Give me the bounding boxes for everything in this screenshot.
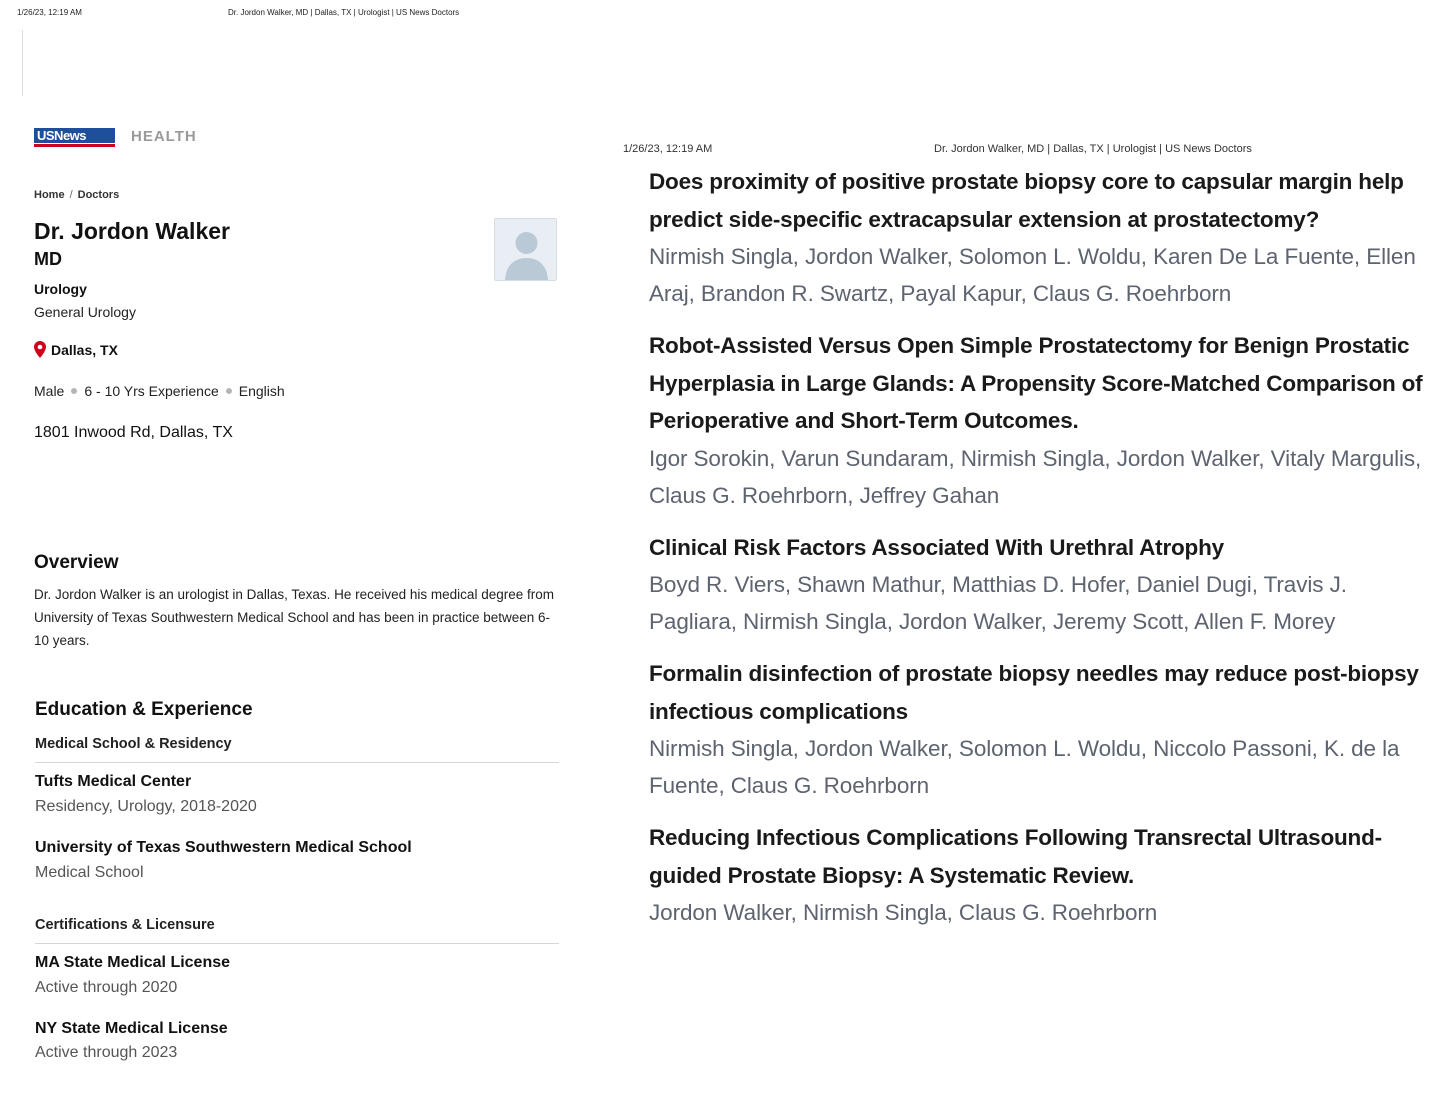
person-placeholder-icon <box>495 219 557 281</box>
school-detail: Medical School <box>35 864 144 881</box>
overview-heading: Overview <box>34 552 119 573</box>
breadcrumb-separator: / <box>69 189 73 201</box>
specialty: Urology <box>34 281 87 297</box>
avatar <box>494 218 557 281</box>
divider <box>22 30 23 96</box>
publication-title[interactable]: Does proximity of positive prostate biopsy core to capsular margin help predict side-specific extracapsular extension at prostatectomy? <box>649 169 1404 232</box>
print-title: Dr. Jordon Walker, MD | Dallas, TX | Urologist | US News Doctors <box>934 143 1252 155</box>
cert-name: MA State Medical License <box>35 954 231 971</box>
breadcrumb <box>34 189 119 201</box>
location-text: Dallas, TX <box>51 342 118 358</box>
publication-item <box>649 655 1434 804</box>
breadcrumb-doctors[interactable]: Doctors <box>77 189 120 201</box>
print-title: Dr. Jordon Walker, MD | Dallas, TX | Urologist | US News Doctors <box>228 8 460 17</box>
subspecialty: General Urology <box>34 304 136 320</box>
publication-item <box>649 163 1434 312</box>
print-date: 1/26/23, 12:19 AM <box>17 8 82 17</box>
doctor-credential: MD <box>34 249 62 269</box>
publication-authors: Nirmish Singla, Jordon Walker, Solomon L. Woldu, Karen De La Fuente, Ellen Araj, Brandon R. Swartz, Payal Kapur, Claus G. Roehrborn <box>649 244 1416 306</box>
cert-name: NY State Medical License <box>35 1020 228 1037</box>
usnews-logo[interactable] <box>34 128 115 148</box>
publication-item <box>649 529 1434 641</box>
publication-authors: Jordon Walker, Nirmish Singla, Claus G. Roehrborn <box>649 900 1158 925</box>
location <box>34 341 118 358</box>
divider <box>35 943 559 944</box>
school-name: Tufts Medical Center <box>35 773 192 790</box>
doctor-name: Dr. Jordon Walker <box>34 218 230 244</box>
map-pin-icon <box>34 341 46 358</box>
bullet-dot <box>226 388 232 394</box>
publication-title[interactable]: Formalin disinfection of prostate biopsy needles may reduce post-biopsy infectious complications <box>649 661 1419 724</box>
publication-title[interactable]: Reducing Infectious Complications Following Transrectal Ultrasound-guided Prostate Biopsy: A Systematic Review. <box>649 825 1382 888</box>
publications-list <box>649 163 1434 946</box>
doctor-facts <box>34 383 285 399</box>
divider <box>35 762 559 763</box>
breadcrumb-home[interactable]: Home <box>34 189 65 201</box>
publication-title[interactable]: Robot-Assisted Versus Open Simple Prostatectomy for Benign Prostatic Hyperplasia in Large Glands: A Propensity Score-Matched Comparison of Perioperative and Short-Term Outcomes. <box>649 333 1423 433</box>
overview-text: Dr. Jordon Walker is an urologist in Dallas, Texas. He received his medical degree from University of Texas Southwestern Medical School and has been in practice between 6-10 years. <box>34 587 554 648</box>
print-date: 1/26/23, 12:19 AM <box>623 143 713 155</box>
section-label[interactable]: HEALTH <box>131 128 197 145</box>
publication-authors: Nirmish Singla, Jordon Walker, Solomon L. Woldu, Niccolo Passoni, K. de la Fuente, Claus G. Roehrborn <box>649 736 1400 798</box>
education-heading: Education & Experience <box>35 699 253 720</box>
school-detail: Residency, Urology, 2018-2020 <box>35 798 257 815</box>
publication-item <box>649 819 1434 931</box>
school-name: University of Texas Southwestern Medical School <box>35 839 412 856</box>
logo-underline <box>34 144 115 147</box>
experience: 6 - 10 Yrs Experience <box>84 383 219 399</box>
publication-title[interactable]: Clinical Risk Factors Associated With Urethral Atrophy <box>649 534 1224 560</box>
bullet-dot <box>71 388 77 394</box>
language: English <box>238 383 285 399</box>
cert-detail: Active through 2020 <box>35 979 178 996</box>
address[interactable]: 1801 Inwood Rd, Dallas, TX <box>34 424 233 441</box>
school-heading: Medical School & Residency <box>35 736 232 752</box>
cert-heading: Certifications & Licensure <box>35 917 215 933</box>
publication-authors: Boyd R. Viers, Shawn Mathur, Matthias D. Hofer, Daniel Dugi, Travis J. Pagliara, Nirmish Singla, Jordon Walker, Jeremy Scott, Allen F. Morey <box>649 572 1347 634</box>
logo-text: USNews <box>34 128 115 143</box>
gender: Male <box>34 383 65 399</box>
cert-detail: Active through 2023 <box>35 1044 178 1061</box>
publication-item <box>649 327 1434 514</box>
publication-authors: Igor Sorokin, Varun Sundaram, Nirmish Singla, Jordon Walker, Vitaly Margulis, Claus G. Roehrborn, Jeffrey Gahan <box>649 445 1422 508</box>
